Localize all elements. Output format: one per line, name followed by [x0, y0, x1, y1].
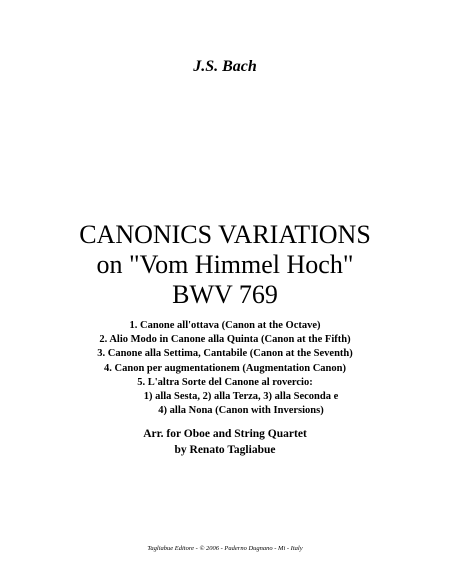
title-line-1: CANONICS VARIATIONS — [79, 220, 371, 249]
variation-subitem: 4) alla Nona (Canon with Inversions) — [158, 405, 324, 417]
work-title — [0, 220, 450, 310]
variation-item: 3. Canone alla Settima, Cantabile (Canon at the Seventh) — [97, 348, 353, 360]
arranger-name: by Renato Tagliabue — [174, 444, 276, 456]
publisher-footer: Tagliabue Editore - © 2006 - Paderno Dugnano - Mi - Italy — [147, 545, 303, 552]
arrangement-instrumentation: Arr. for Oboe and String Quartet — [143, 428, 307, 440]
title-line-2: on "Vom Himmel Hoch" — [96, 250, 354, 279]
composer-name: J.S. Bach — [193, 58, 257, 75]
title-line-3: BWV 769 — [172, 280, 278, 309]
variations-list — [0, 319, 450, 418]
arrangement-credit — [0, 426, 450, 458]
variation-item: 1. Canone all'ottava (Canon at the Octave) — [129, 320, 321, 331]
variation-item: 2. Alio Modo in Canone alla Quinta (Canon at the Fifth) — [99, 334, 351, 346]
variation-item: 4. Canon per augmentationem (Augmentation Canon) — [104, 362, 346, 374]
variation-item: 5. L'altra Sorte del Canone al rovercio: — [137, 376, 313, 388]
variation-subitem: 1) alla Sesta, 2) alla Terza, 3) alla Seconda e — [143, 391, 339, 403]
